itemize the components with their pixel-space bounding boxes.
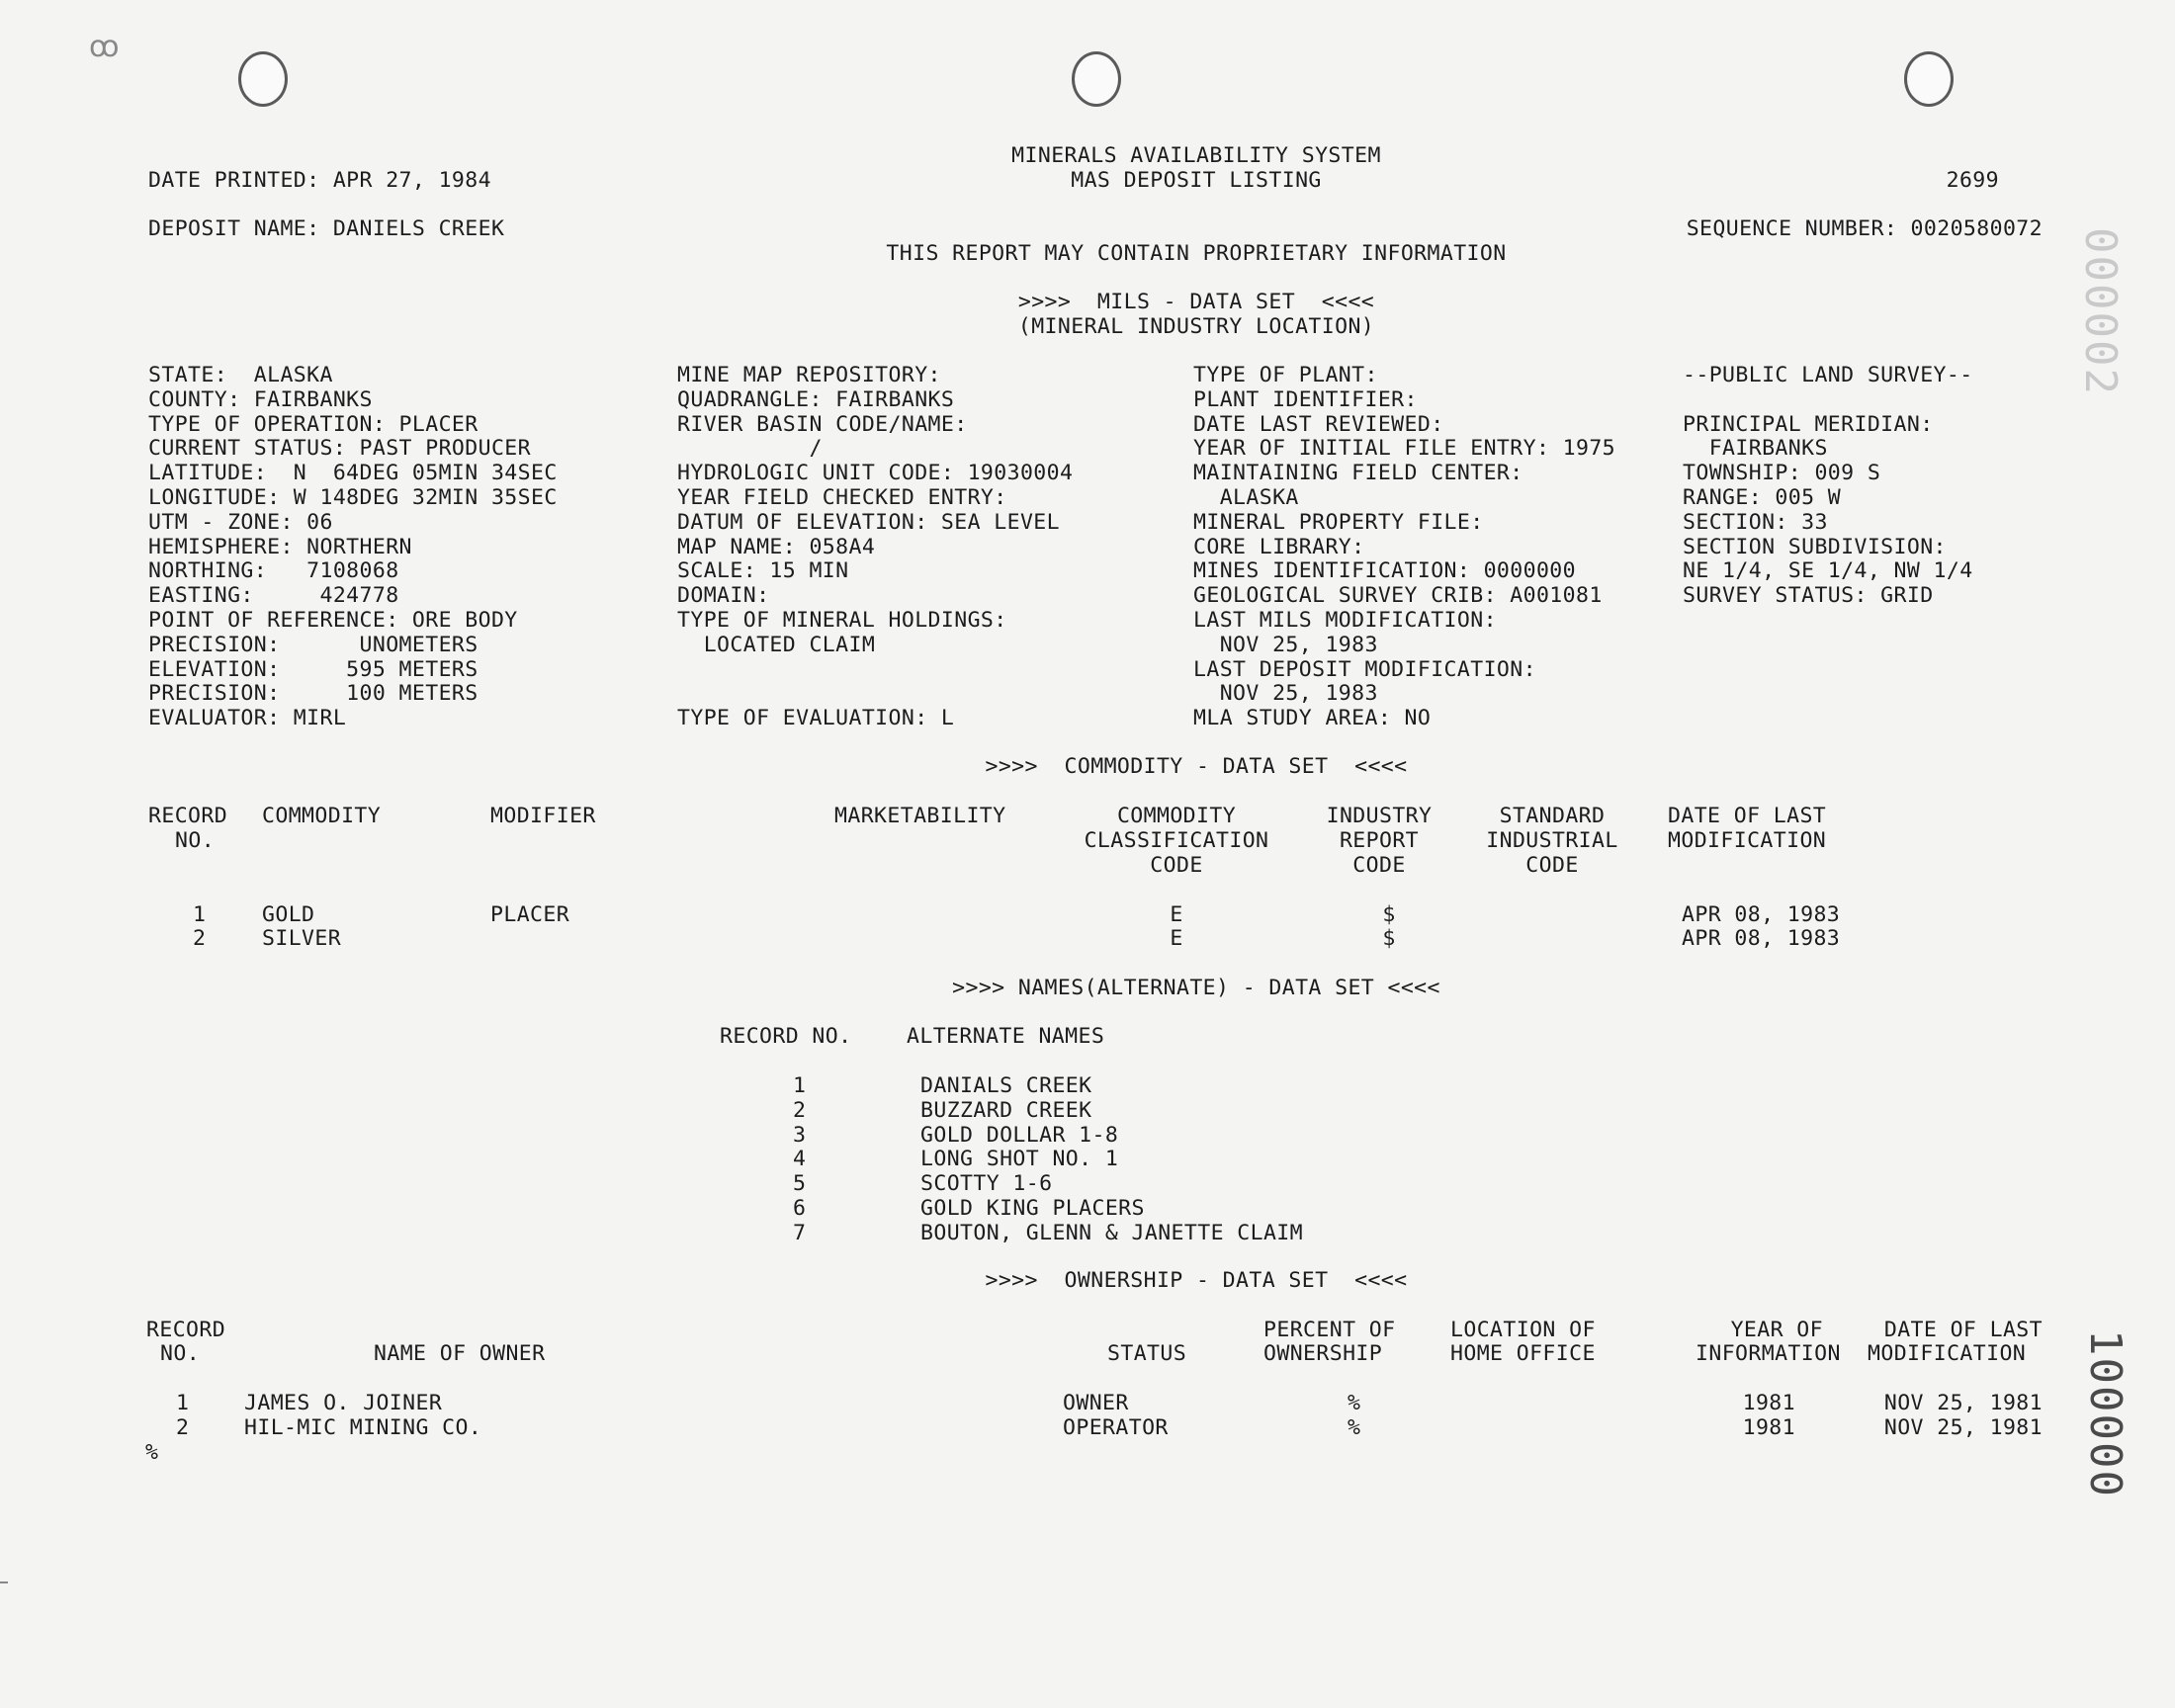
mils-field: TYPE OF MINERAL HOLDINGS: [677, 608, 1007, 633]
commodity-header-record-no: NO. [175, 828, 216, 853]
commodity-header-standard-2: INDUSTRIAL [1486, 828, 1618, 853]
ownership-row-year: 1981 [1742, 1391, 1795, 1415]
ownership-header-record: RECORD [146, 1318, 226, 1342]
ownership-row-date: NOV 25, 1981 [1883, 1391, 2043, 1415]
mils-field: NOV 25, 1983 [1193, 632, 1378, 657]
mils-field: SURVEY STATUS: GRID [1683, 583, 1934, 609]
page-number: 2699 [1946, 168, 1999, 193]
mils-field: NORTHING: 7108068 [148, 558, 399, 584]
commodity-row-commodity: GOLD [262, 902, 315, 927]
ownership-row-status: OWNER [1063, 1391, 1129, 1415]
alternate-name: GOLD DOLLAR 1-8 [920, 1122, 1119, 1148]
mils-field: --PUBLIC LAND SURVEY-- [1683, 363, 1973, 387]
mils-field: FAIRBANKS [1683, 436, 1828, 462]
commodity-header-standard-3: CODE [1525, 853, 1579, 878]
ownership-header-record-no: NO. [160, 1341, 201, 1366]
mils-field: TYPE OF PLANT: [1193, 363, 1378, 387]
ownership-header-date-1: DATE OF LAST [1883, 1318, 2043, 1342]
mils-field: TYPE OF EVALUATION: L [677, 706, 955, 731]
commodity-row-no: 1 [193, 902, 207, 927]
mils-field: UTM - ZONE: 06 [148, 509, 333, 535]
mils-field: DOMAIN: [677, 583, 770, 609]
alternate-name-record-no: 4 [793, 1147, 807, 1172]
alternate-name: GOLD KING PLACERS [920, 1196, 1145, 1221]
mils-field: HEMISPHERE: NORTHERN [148, 534, 412, 559]
commodity-header-standard-1: STANDARD [1499, 804, 1606, 828]
ownership-header-name: NAME OF OWNER [374, 1341, 546, 1366]
mils-field: PRECISION: 100 METERS [148, 681, 478, 707]
commodity-header-classification-1: COMMODITY [1116, 804, 1237, 828]
mils-field: STATE: ALASKA [148, 363, 333, 387]
mils-field: RIVER BASIN CODE/NAME: [677, 411, 968, 437]
mils-field: MAINTAINING FIELD CENTER: [1193, 461, 1523, 486]
alternate-name-record-no: 1 [793, 1073, 807, 1098]
ownership-header-year-2: INFORMATION [1696, 1341, 1841, 1366]
mils-field: SECTION: 33 [1683, 509, 1828, 535]
mils-field: ELEVATION: 595 METERS [148, 656, 478, 682]
alternate-name-record-no: 5 [793, 1171, 807, 1197]
commodity-header-record: RECORD [148, 804, 228, 828]
mils-field: PRINCIPAL MERIDIAN: [1683, 411, 1934, 437]
ownership-header-percent-1: PERCENT OF [1263, 1318, 1396, 1342]
commodity-header-marketability: MARKETABILITY [834, 804, 1006, 828]
commodity-row-commodity: SILVER [262, 926, 342, 951]
ownership-footer-percent: % [145, 1440, 159, 1465]
ownership-header-date-2: MODIFICATION [1868, 1341, 2027, 1366]
edge-mark [0, 1581, 8, 1583]
commodity-title: >>>> COMMODITY - DATA SET <<<< [985, 754, 1408, 779]
proprietary-notice: THIS REPORT MAY CONTAIN PROPRIETARY INFORMATION [886, 241, 1507, 266]
alternate-name: BUZZARD CREEK [920, 1097, 1092, 1123]
mils-field: TOWNSHIP: 009 S [1683, 461, 1881, 486]
commodity-header-date-1: DATE OF LAST [1668, 804, 1827, 828]
mils-field: ALASKA [1193, 485, 1299, 510]
ownership-header-location-2: HOME OFFICE [1450, 1341, 1596, 1366]
ownership-title: >>>> OWNERSHIP - DATA SET <<<< [985, 1268, 1408, 1293]
margin-stamp-bottom: 100000 [2080, 1329, 2131, 1498]
mils-field: MINE MAP REPOSITORY: [677, 363, 941, 387]
mils-field: PRECISION: UNOMETERS [148, 632, 478, 657]
listing-title: MAS DEPOSIT LISTING [1071, 168, 1322, 193]
binder-hole-left [238, 51, 288, 107]
mils-field: DATUM OF ELEVATION: SEA LEVEL [677, 509, 1060, 535]
mils-field: CURRENT STATUS: PAST PRODUCER [148, 436, 531, 462]
date-printed: DATE PRINTED: APR 27, 1984 [148, 168, 491, 193]
commodity-header-industry-2: REPORT [1339, 828, 1420, 853]
mils-field: TYPE OF OPERATION: PLACER [148, 411, 478, 437]
mils-field: PLANT IDENTIFIER: [1193, 386, 1418, 412]
mils-field: / [677, 436, 823, 462]
commodity-header-industry-1: INDUSTRY [1326, 804, 1433, 828]
mils-field: DATE LAST REVIEWED: [1193, 411, 1444, 437]
alternate-name-record-no: 2 [793, 1097, 807, 1123]
commodity-header-classification-3: CODE [1150, 853, 1203, 878]
commodity-header-date-2: MODIFICATION [1668, 828, 1827, 853]
commodity-row-date: APR 08, 1983 [1682, 902, 1841, 927]
names-header-record: RECORD NO. [720, 1024, 852, 1049]
commodity-row-classification: E [1170, 902, 1183, 927]
commodity-header-classification-2: CLASSIFICATION [1084, 828, 1269, 853]
commodity-header-modifier: MODIFIER [490, 804, 596, 828]
mils-field: NE 1/4, SE 1/4, NW 1/4 [1683, 558, 1973, 584]
alternate-name-record-no: 7 [793, 1220, 807, 1245]
ownership-header-location-1: LOCATION OF [1450, 1318, 1596, 1342]
deposit-name: DEPOSIT NAME: DANIELS CREEK [148, 216, 505, 241]
mils-field: LATITUDE: N 64DEG 05MIN 34SEC [148, 461, 558, 486]
mils-field: POINT OF REFERENCE: ORE BODY [148, 608, 518, 633]
mils-field: GEOLOGICAL SURVEY CRIB: A001081 [1193, 583, 1603, 609]
names-header-names: ALTERNATE NAMES [907, 1024, 1105, 1049]
binder-hole-center [1072, 51, 1121, 107]
ownership-row-name: HIL-MIC MINING CO. [244, 1415, 482, 1440]
mils-field: LAST MILS MODIFICATION: [1193, 608, 1497, 633]
ownership-row-date: NOV 25, 1981 [1883, 1415, 2043, 1440]
commodity-row-no: 2 [193, 926, 207, 951]
alternate-name-record-no: 3 [793, 1122, 807, 1148]
ownership-header-percent-2: OWNERSHIP [1263, 1341, 1383, 1366]
margin-stamp-faint: 000002 [2075, 227, 2126, 396]
sequence-number: SEQUENCE NUMBER: 0020580072 [1686, 216, 2043, 241]
alternate-name: BOUTON, GLENN & JANETTE CLAIM [920, 1220, 1303, 1245]
ownership-header-year-1: YEAR OF [1730, 1318, 1823, 1342]
binder-hole-right [1904, 51, 1954, 107]
mils-subtitle: (MINERAL INDUSTRY LOCATION) [1017, 314, 1375, 339]
ownership-row-no: 2 [176, 1415, 190, 1440]
mils-field: MAP NAME: 058A4 [677, 534, 876, 559]
commodity-row-modifier: PLACER [490, 902, 570, 927]
mils-field: EVALUATOR: MIRL [148, 706, 347, 731]
mils-field: SECTION SUBDIVISION: [1683, 534, 1947, 559]
mils-field: MINERAL PROPERTY FILE: [1193, 509, 1484, 535]
ownership-row-no: 1 [176, 1391, 190, 1415]
ownership-row-percent: % [1348, 1415, 1361, 1440]
ownership-row-percent: % [1348, 1391, 1361, 1415]
mils-field: HYDROLOGIC UNIT CODE: 19030004 [677, 461, 1074, 486]
ownership-row-name: JAMES O. JOINER [244, 1391, 443, 1415]
mils-field: MINES IDENTIFICATION: 0000000 [1193, 558, 1576, 584]
mils-field: LOCATED CLAIM [677, 632, 876, 657]
commodity-header-industry-3: CODE [1352, 853, 1406, 878]
ownership-header-status: STATUS [1107, 1341, 1187, 1366]
mils-field: LAST DEPOSIT MODIFICATION: [1193, 656, 1536, 682]
mils-field: SCALE: 15 MIN [677, 558, 849, 584]
smudge-mark: ꝏ [89, 30, 120, 64]
mils-field: CORE LIBRARY: [1193, 534, 1365, 559]
mils-field: RANGE: 005 W [1683, 485, 1842, 510]
alternate-name: SCOTTY 1-6 [920, 1171, 1053, 1197]
mils-field: EASTING: 424778 [148, 583, 399, 609]
alternate-name-record-no: 6 [793, 1196, 807, 1221]
commodity-row-industry: $ [1382, 902, 1396, 927]
system-title: MINERALS AVAILABILITY SYSTEM [1011, 143, 1381, 168]
mils-field: COUNTY: FAIRBANKS [148, 386, 373, 412]
names-title: >>>> NAMES(ALTERNATE) - DATA SET <<<< [952, 976, 1440, 1000]
commodity-row-classification: E [1170, 926, 1183, 951]
mils-field: MLA STUDY AREA: NO [1193, 706, 1432, 731]
commodity-row-date: APR 08, 1983 [1682, 926, 1841, 951]
ownership-row-year: 1981 [1742, 1415, 1795, 1440]
mils-title: >>>> MILS - DATA SET <<<< [1017, 290, 1375, 314]
mils-field: YEAR OF INITIAL FILE ENTRY: 1975 [1193, 436, 1616, 462]
commodity-header-commodity: COMMODITY [262, 804, 382, 828]
alternate-name: DANIALS CREEK [920, 1073, 1092, 1098]
mils-field: NOV 25, 1983 [1193, 681, 1378, 707]
mils-field: QUADRANGLE: FAIRBANKS [677, 386, 955, 412]
alternate-name: LONG SHOT NO. 1 [920, 1147, 1119, 1172]
mils-field: YEAR FIELD CHECKED ENTRY: [677, 485, 1007, 510]
commodity-row-industry: $ [1382, 926, 1396, 951]
mils-field: LONGITUDE: W 148DEG 32MIN 35SEC [148, 485, 558, 510]
ownership-row-status: OPERATOR [1063, 1415, 1169, 1440]
